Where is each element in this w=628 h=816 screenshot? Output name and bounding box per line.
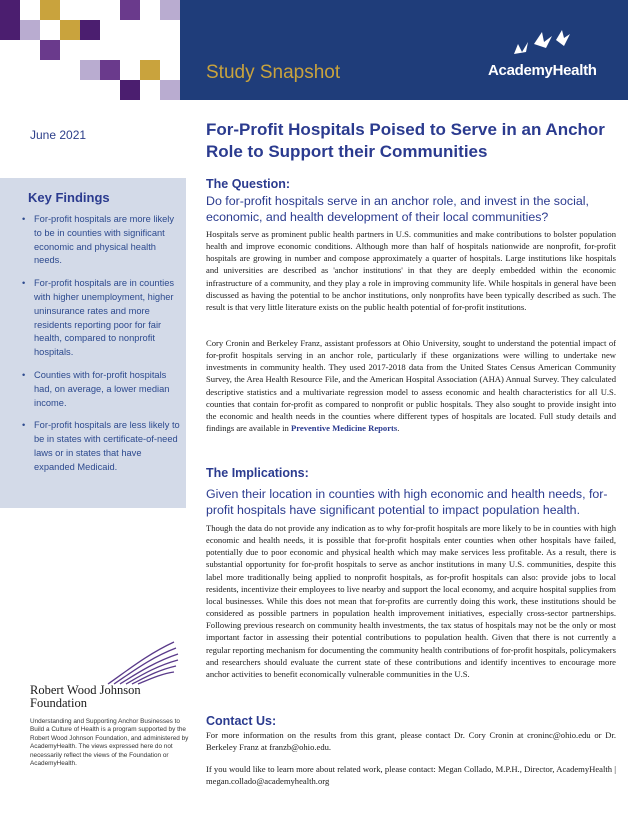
key-finding-item: • For-profit hospitals are more likely to be in counties with significant economic and physical health needs. [20, 213, 180, 268]
question-paragraph-1: Hospitals serve as prominent public health partners in U.S. communities and make contributions to bolster population health and improve economic conditions. Although more than half of hospitals nationwide are nonprofit, for-profit hospitals are growing in number and compose approximately a quarter of hospitals. Large institutions like hospitals and universities are described as 'anchor institutions' in that they are deeply embedded within the economic infrastructure of a community, and they play a role in improving community life. While hospitals in general have been discussed as having the potential to be anchor institutions, only nonprofits have been typically described as such. The result is that very little literature exists on the public health potential of for-profit institutions. [206, 229, 616, 312]
brand-name: AcademyHealth [488, 62, 597, 79]
key-findings-list [20, 213, 180, 484]
key-finding-item: • For-profit hospitals are less likely to be in states with certificate-of-need laws or in states that have expanded Medicaid. [20, 419, 180, 474]
square-12 [140, 60, 160, 80]
square-14 [120, 80, 140, 100]
square-8 [80, 20, 100, 40]
publication-date: June 2021 [30, 128, 87, 142]
question-paragraph-2-text: Cory Cronin and Berkeley Franz, assistant professors at Ohio University, sought to understand the potential impact of for-profit hospitals serving in an anchor role, particularly if these organizations were willing to undertake new investments in community health. They used 2017-2018 data from the United States Census American Community Survey, the Area Health Resource File, and the American Hospital Association (AHA) Annual Survey. They calculated descriptive statistics and a multivariate regression model to assess economic and health characteristics for all U.S. counties that contain for-profit as compared to nonprofit or public hospitals. They also sought to provide insight into the economic and health needs in the counties where different types of hospitals are located. Full study details and findings are available in [206, 338, 616, 434]
square-3 [120, 0, 140, 20]
question-heading: The Question: [206, 177, 291, 191]
academyhealth-logo-icon [508, 30, 572, 56]
square-2 [40, 0, 60, 20]
square-10 [80, 60, 100, 80]
square-13 [160, 80, 180, 100]
square-5 [0, 20, 20, 40]
preventive-medicine-reports-link[interactable]: Preventive Medicine Reports [290, 423, 398, 434]
square-1 [0, 0, 20, 20]
question-paragraph-2 [206, 337, 616, 434]
key-findings-heading: Key Findings [28, 190, 110, 205]
contact-heading: Contact Us: [206, 714, 277, 728]
square-9 [40, 40, 60, 60]
square-7 [60, 20, 80, 40]
rwjf-logo-icon [104, 640, 180, 686]
link-suffix: . [397, 423, 400, 434]
square-6 [20, 20, 40, 40]
square-4 [160, 0, 180, 20]
key-finding-item: • Counties with for-profit hospitals had, on average, a lower median income. [20, 369, 180, 410]
series-label: Study Snapshot [206, 62, 341, 83]
question-lead: Do for-profit hospitals serve in an anchor role, and invest in the social, economic, and health development of their local communities? [206, 194, 589, 224]
contact-line-1: For more information on the results from this grant, please contact Dr. Cory Cronin at croninc@ohio.edu or Dr. Berkeley Franz at franzb@ohio.edu. [206, 730, 616, 753]
implications-heading: The Implications: [206, 466, 309, 480]
implications-paragraph: Though the data do not provide any indication as to why for-profit hospitals are more likely to be in counties with high economic and health needs, it is possible that for-profit hospitals enter counties when other hospitals have failed, potentially due to poor economic and physical health which may make services less profitable. As a result, there is substantial opportunity for for-profit hospitals to serve as anchor institutions in many U.S. communities, despite this label more traditionally being applied to nonprofit hospitals, as for-profit hospitals can also: provide jobs to local residents, incentivize their employees to live nearby and support the local economy, and acquire hospital supplies from local businesses. While this does not mean that for-profits are currently doing this work, these institutions should be considered as possible partners in population health improvement initiatives, especially cross-sector partnerships. Following previous research on community health investments, the tax status of hospitals may not be the only or most important factor in assessing their potential contributions to population health. Given that there is not currently a regular reporting mechanism for documenting the community health contributions of for-profit hospitals, policymakers and researchers should evaluate the current state of these contributions and identify incentives to encourage more anchor activities to benefit economically vulnerable communities in the U.S. [206, 523, 616, 679]
program-note: Understanding and Supporting Anchor Businesses to Build a Culture of Health is a program supported by the Robert Wood Johnson Foundation, and administered by AcademyHealth. The views expressed here do not necessarily reflect the views of the Foundation or AcademyHealth. [30, 718, 189, 768]
page-title: For-Profit Hospitals Poised to Serve in an Anchor Role to Support their Communities [206, 120, 605, 161]
rwjf-org-name: Robert Wood Johnson Foundation [30, 683, 141, 710]
contact-line-2: If you would like to learn more about related work, please contact: Megan Collado, M.P.H., Director, AcademyHealth | megan.collado@academyhealth.org [206, 764, 616, 787]
square-11 [100, 60, 120, 80]
implications-lead: Given their location in counties with high economic and health needs, for-profit hospitals have significant potential to impact population health. [206, 487, 608, 517]
key-finding-item: • For-profit hospitals are in counties with higher unemployment, higher uninsurance rates and more residents reporting poor for fair health, compared to nonprofit hospitals. [20, 277, 180, 360]
